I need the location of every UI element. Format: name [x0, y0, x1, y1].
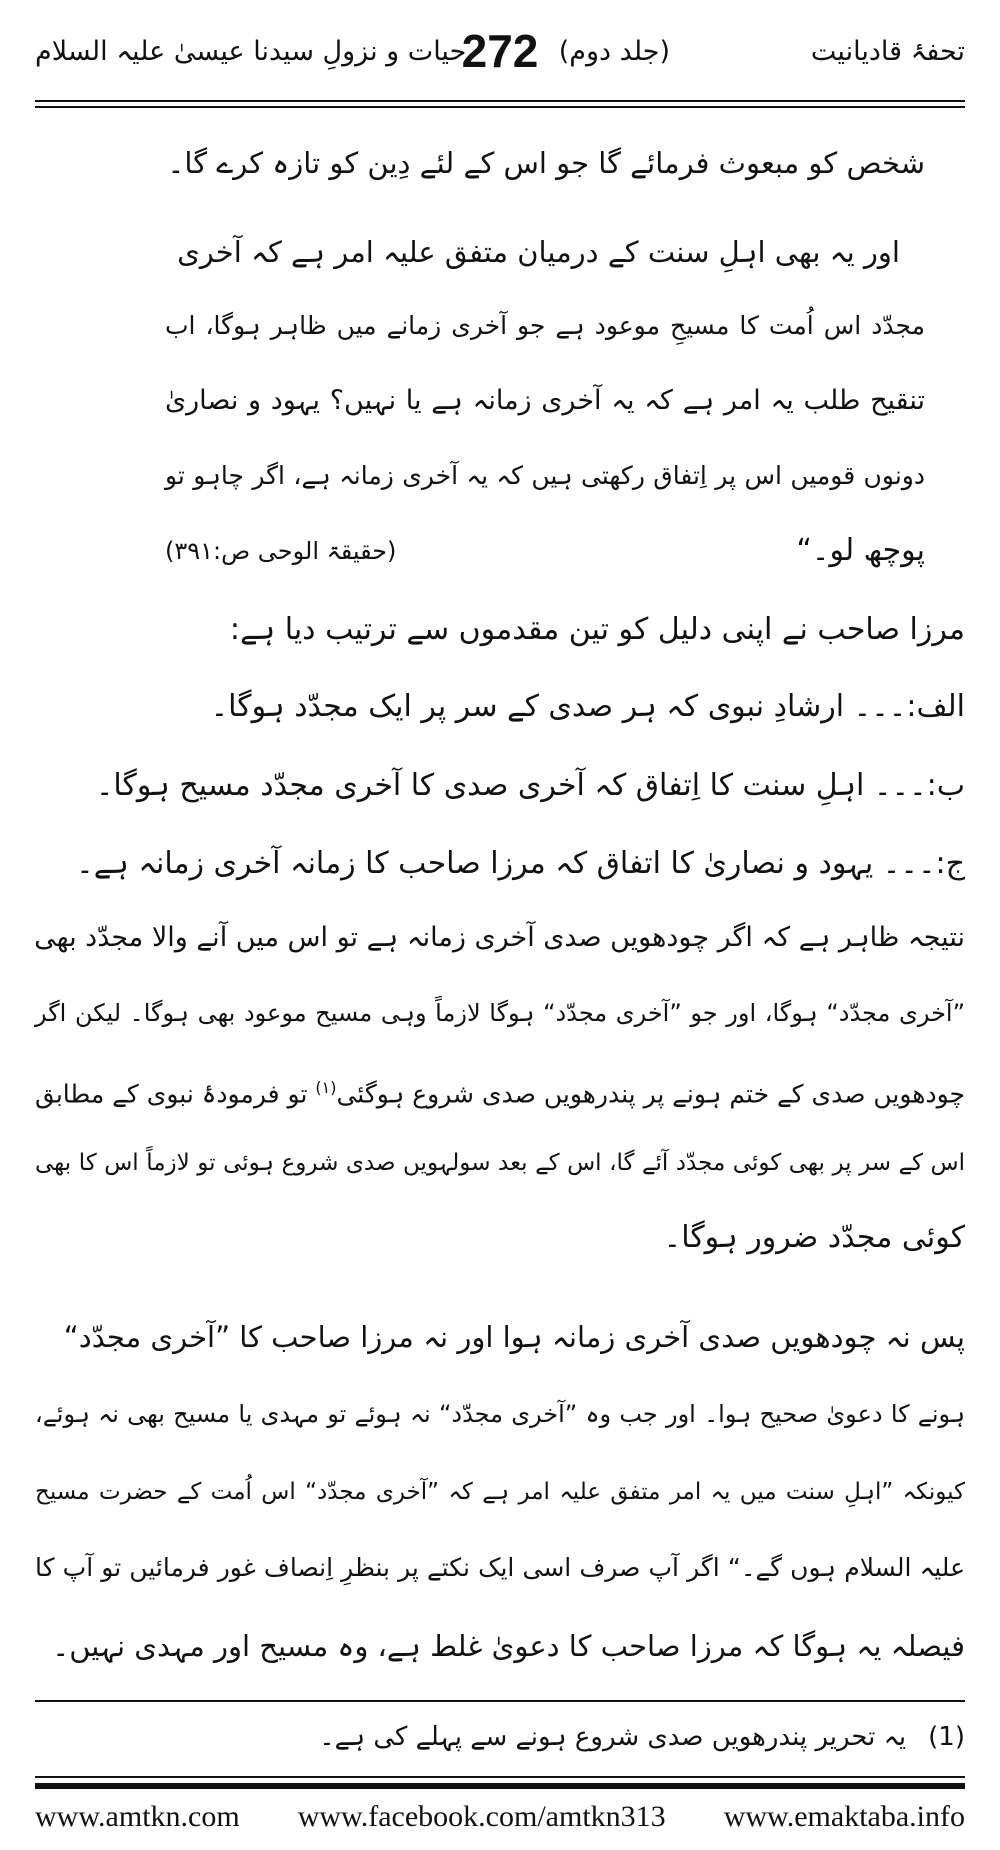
body-line [35, 1063, 965, 1113]
body-line: مرزا صاحب نے اپنی دلیل کو تین مقدموں سے ترتیب دیا ہے: [229, 612, 965, 647]
body-line: نتیجہ ظاہر ہے کہ اگر چودھویں صدی آخری زمانہ ہے تو اس میں آنے والا مجدّد بھی [34, 922, 965, 953]
premise-jeem: ج:۔۔۔ یہود و نصاریٰ کا اتفاق کہ مرزا صاحب کا زمانہ آخری زمانہ ہے۔ [76, 846, 965, 881]
quote-line: دونوں قومیں اس پر اِتفاق رکھتی ہیں کہ یہ آخری زمانہ ہے، اگر چاہو تو [165, 461, 925, 490]
header-rule-bottom [35, 106, 965, 108]
premise-alif: الف:۔۔۔ ارشادِ نبوی کہ ہر صدی کے سر پر ایک مجدّد ہوگا۔ [210, 689, 965, 724]
body-text: چودھویں صدی کے ختم ہونے پر پندرھویں صدی شروع ہوگئی [336, 1079, 965, 1109]
footer-rule-thick [35, 1783, 965, 1789]
website-link[interactable]: www.amtkn.com [35, 1800, 240, 1833]
footnote-rule [35, 1700, 965, 1702]
quote-line: اور یہ بھی اہلِ سنت کے درمیان متفق علیہ امر ہے کہ آخری [177, 235, 900, 269]
footer-rule-thin [35, 1776, 965, 1778]
quote-line: شخص کو مبعوث فرمائے گا جو اس کے لئے دِین کو تازہ کرے گا۔ [167, 146, 925, 180]
chapter-title: حیات و نزولِ سیدنا عیسیٰ علیہ السلام [35, 36, 467, 67]
emaktaba-link[interactable]: www.emaktaba.info [723, 1800, 965, 1833]
body-line: اس کے سر پر بھی کوئی مجدّد آئے گا، اس کے بعد سولہویں صدی شروع ہوئی تو لازماً اس کا بھی [35, 1150, 965, 1176]
citation: (حقیقۃ الوحی ص:۳۹۱) [165, 537, 397, 565]
body-line: علیہ السلام ہوں گے۔“ اگر آپ صرف اسی ایک نکتے پر بنظرِ اِنصاف غور فرمائیں تو آپ کا [35, 1553, 965, 1582]
premise-be: ب:۔۔۔ اہلِ سنت کا اِتفاق کہ آخری صدی کا آخری مجدّد مسیح ہوگا۔ [95, 768, 965, 803]
body-line: ہونے کا دعویٰ صحیح ہوا۔ اور جب وہ ”آخری مجدّد“ نہ ہوئے تو مہدی یا مسیح بھی نہ ہوئے، [35, 1400, 965, 1428]
footnote-reference[interactable]: (۱) [315, 1078, 337, 1097]
running-header [35, 25, 965, 88]
footnote-marker: (1) [928, 1722, 965, 1752]
quote-end: پوچھ لو۔“ [796, 533, 925, 568]
volume-label: (جلد دوم) [558, 36, 670, 67]
body-text: تو فرمودۂ نبوی کے مطابق [35, 1079, 316, 1109]
header-rule-top [35, 100, 965, 102]
body-line: کوئی مجدّد ضرور ہوگا۔ [663, 1220, 965, 1255]
body-line: ”آخری مجدّد“ ہوگا، اور جو ”آخری مجدّد“ ہوگا لازماً وہی مسیح موعود بھی ہوگا۔ لیکن اگر [35, 999, 965, 1027]
book-title: تحفۂ قادیانیت [810, 36, 965, 67]
footer-links [35, 1800, 965, 1834]
quote-line: تنقیح طلب یہ امر ہے کہ یہ آخری زمانہ ہے یا نہیں؟ یہود و نصاریٰ [165, 385, 925, 416]
quote-line: مجدّد اس اُمت کا مسیحِ موعود ہے جو آخری زمانے میں ظاہر ہوگا، اب [165, 311, 925, 340]
footnote [319, 1722, 965, 1752]
quote-line [165, 526, 925, 576]
footnote-text: یہ تحریر پندرھویں صدی شروع ہونے سے پہلے کی ہے۔ [319, 1722, 907, 1752]
body-line: کیونکہ ”اہلِ سنت میں یہ امر متفق علیہ امر ہے کہ ”آخری مجدّد“ اس اُمت کے حضرت مسیح [35, 1479, 965, 1505]
facebook-link[interactable]: www.facebook.com/amtkn313 [297, 1800, 666, 1833]
body-line: فیصلہ یہ ہوگا کہ مرزا صاحب کا دعویٰ غلط ہے، وہ مسیح اور مہدی نہیں۔ [52, 1629, 965, 1663]
body-line: پس نہ چودھویں صدی آخری زمانہ ہوا اور نہ مرزا صاحب کا ”آخری مجدّد“ [63, 1320, 965, 1354]
page-number: 272 [461, 25, 539, 77]
